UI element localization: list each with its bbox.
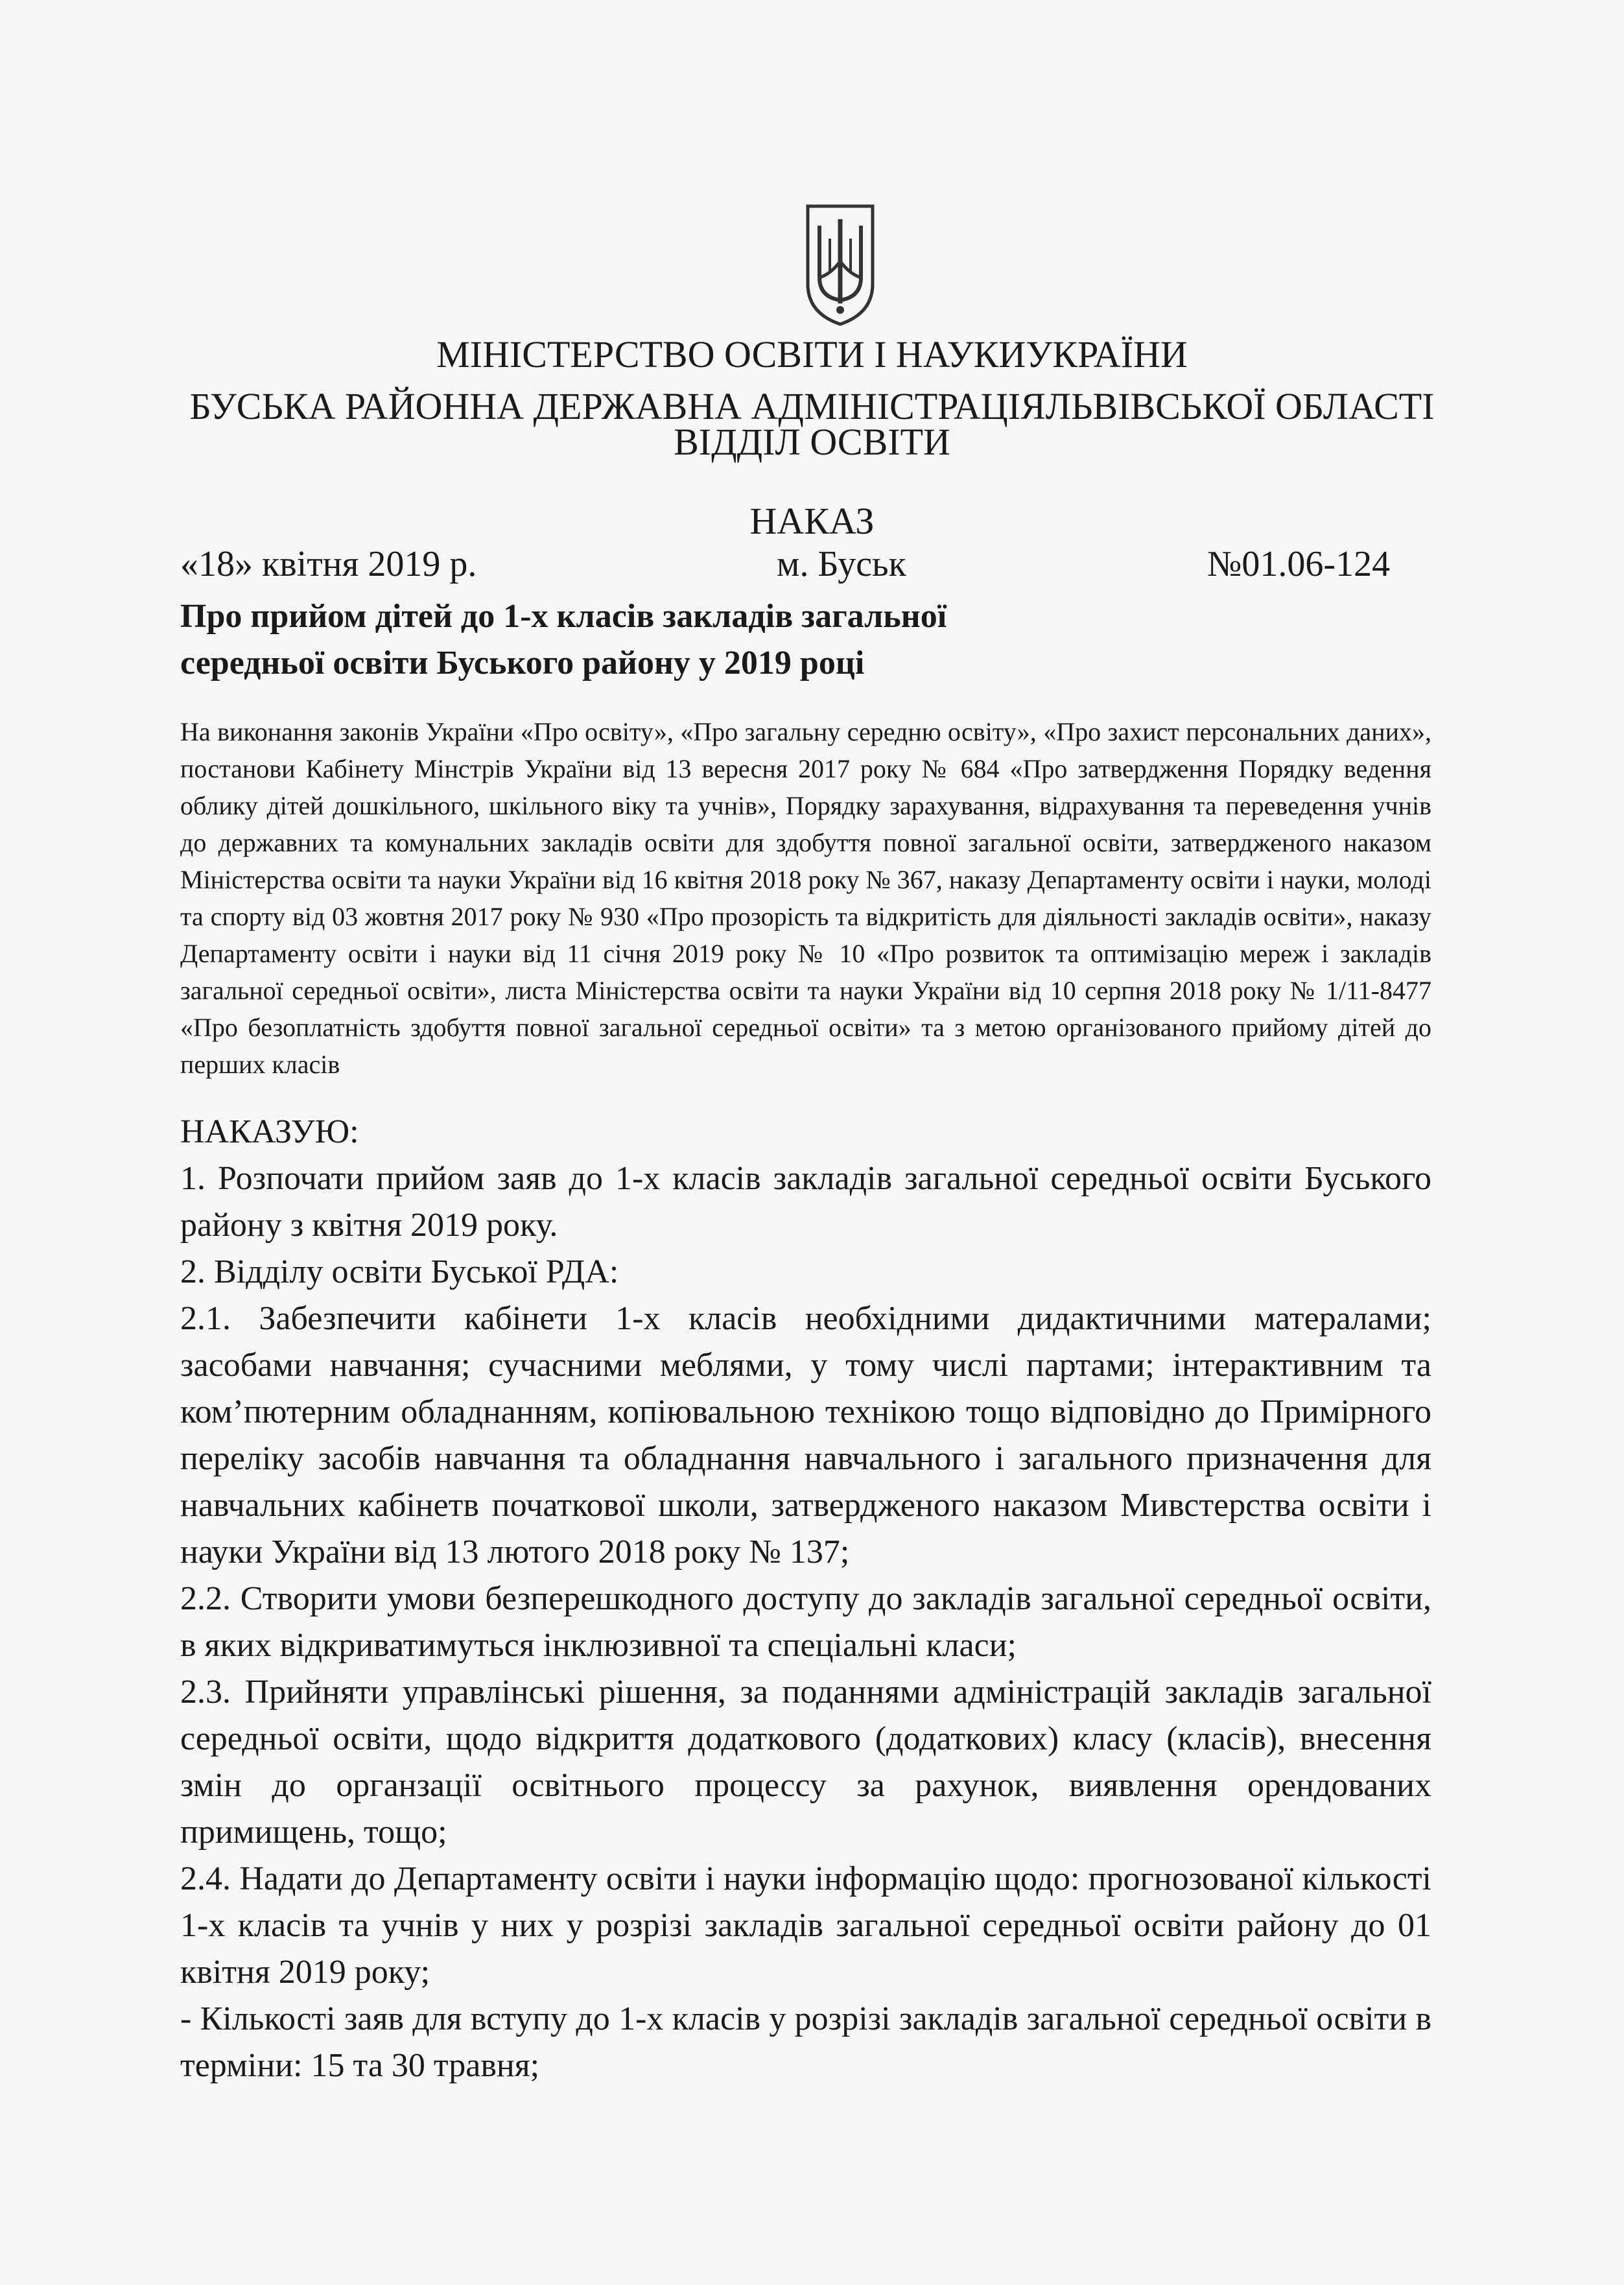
order-item: 2.3. Прийняти управлінські рішення, за поданнями адміністрацій закладів загальної середньої освіти, щодо відкриття додаткового (додаткових) класу (класів), внесення змін до органзації освітнього процессу за рахунок, виявлення орендованих примищень, тощо; [180, 1674, 1431, 1851]
subject-line-2: середньої освіти Буського району у 2019 році [180, 645, 865, 681]
ministry-name: МІНІСТЕРСТВО ОСВІТИ І НАУКИУКРАЇНИ [436, 333, 1188, 375]
order-item: 2.1. Забезпечити кабінети 1-х класів необхідними дидактичними матерaлами; засобами навчання; сучасними меблями, у тому числі партами; інтерактивним та ком’пютерним обладнанням, копіювальною технікою тощо відповідно до Примірного переліку засобів навчання та обладнання навчального і загального призначення для навчальних кабінетв початкової школи, затвердженого наказом Мивстерства освіти і науки України від 13 лютого 2018 року № 137; [180, 1300, 1431, 1570]
order-item: 2.4. Надати до Департаменту освіти і науки інформацію щодо: прогнозованої кількості 1-х класів та учнів у них у розрізі закладів загальної середньої освіти району до 01 квітня 2019 року; [180, 1860, 1431, 1991]
administration-name: БУСЬКА РАЙОННА ДЕРЖАВНА АДМІНІСТРАЦІЯЛЬВІВСЬКОЇ ОБЛАСТІ [189, 385, 1435, 427]
document-city: м. Буськ [777, 544, 906, 584]
department-name: ВІДДІЛ ОСВІТИ [674, 421, 950, 463]
order-item: 2. Відділу освіти Буської РДА: [180, 1253, 619, 1290]
order-word: НАКАЗУЮ: [180, 1113, 359, 1150]
order-item: 1. Розпочати прийом заяв до 1-х класів закладів загальної середньої освіти Буського району з квітня 2019 року. [180, 1160, 1431, 1244]
document-date: «18» квітня 2019 р. [180, 544, 477, 584]
order-body [180, 1109, 1431, 2089]
order-item: 2.2. Створити умови безперешкодного доступу до закладів загальної середньої освіти, в яких відкриватимуться інклюзивної та спеціальні класи; [180, 1580, 1431, 1664]
document-number: №01.06-124 [1207, 544, 1391, 584]
trident-emblem-icon [801, 200, 879, 329]
preamble-paragraph: На виконання законів України «Про освіту», «Про загальну середню освіту», «Про захист персональних даних», постанови Кабінету Мінстрів України від 13 вересня 2017 року № 684 «Про затвердження Порядку ведення облику дітей дошкільного, шкільного віку та учнів», Порядку зарахування, відрахування та переведення учнів до державних та комунальних закладів освіти для здобуття повної загальної освіти, затвердженого наказом Міністерства освіти та науки України від 16 квітня 2018 року № 367, наказу Департаменту освіти і науки, молоді та спорту від 03 жовтня 2017 року № 930 «Про прозорість та відкритість для діяльності закладів освіти», наказу Департаменту освіти і науки від 11 січня 2019 року № 10 «Про розвиток та оптимізацію мереж і закладів загальної середньої освіти», листа Міністерства освіти та науки України від 10 серпня 2018 року № 1/11-8477 «Про безоплатність здобуття повної загальної середньої освіти» та з метою організованого прийому дітей до перших класів [180, 717, 1431, 1079]
document-subject [180, 593, 1088, 687]
subject-line-1: Про прийом дітей до 1-х класів закладів загальної [180, 598, 947, 635]
document-type: НАКАЗ [749, 500, 875, 542]
order-item: - Кількості заяв для вступу до 1-х класів у розрізі закладів загальної середньої освіти в терміни: 15 та 30 травня; [180, 2000, 1431, 2084]
